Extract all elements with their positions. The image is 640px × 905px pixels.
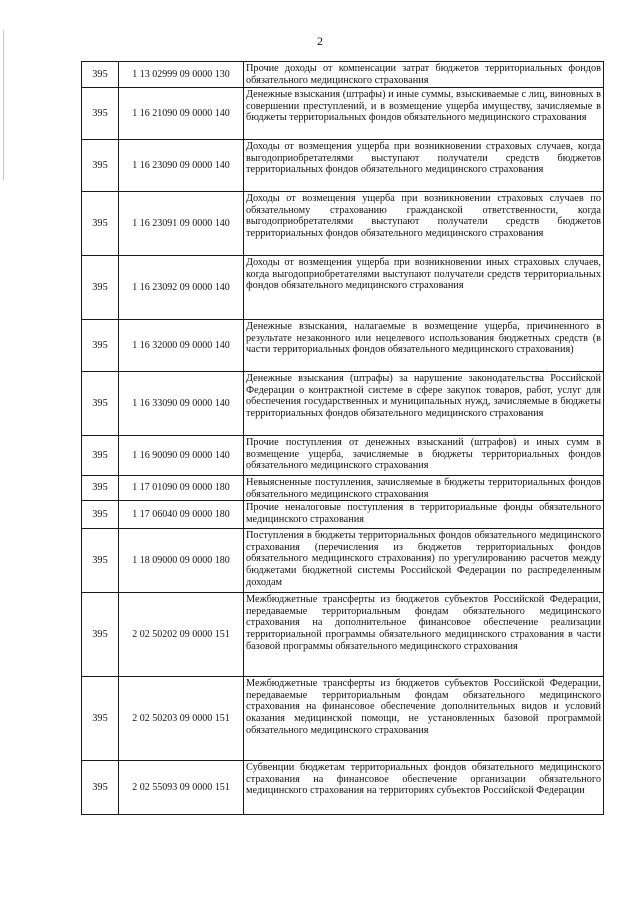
admin-code-cell: 395 [82,677,119,761]
income-name-cell: Доходы от возмещения ущерба при возникновении иных страховых случаев, когда выгодоприобретателями выступают получатели средств территориальных фондов обязательного медицинского страхования [244,256,604,320]
budget-code-cell: 2 02 55093 09 0000 151 [119,761,244,815]
budget-code-cell: 1 16 33090 09 0000 140 [119,372,244,436]
table-row [82,192,604,256]
income-name-cell: Субвенции бюджетам территориальных фондов обязательного медицинского страхования на финансовое обеспечение организации обязательного медицинского страхования на территориях субъектов Российской Федерации [244,761,604,815]
income-name-cell: Межбюджетные трансферты из бюджетов субъектов Российской Федерации, передаваемые территориальным фондам обязательного медицинского страхования на финансовое обеспечение дополнительных видов и условий оказания медицинской помощи, не установленных базовой программой обязательного медицинского страхования [244,677,604,761]
budget-code-cell: 1 16 21090 09 0000 140 [119,88,244,140]
admin-code-cell: 395 [82,372,119,436]
income-name-cell: Прочие неналоговые поступления в территориальные фонды обязательного медицинского страхования [244,501,604,529]
budget-code-cell: 2 02 50202 09 0000 151 [119,593,244,677]
table-row [82,529,604,593]
income-name-cell: Доходы от возмещения ущерба при возникновении страховых случаев, когда выгодоприобретателями выступают получатели средств бюджетов территориальных фондов обязательного медицинского страхования [244,140,604,192]
admin-code-cell: 395 [82,192,119,256]
income-name-cell: Поступления в бюджеты территориальных фондов обязательного медицинского страхования (перечисления из бюджетов территориальных фондов обязательного медицинского страхования) по урегулированию расчетов между бюджетами бюджетной системы Российской Федерации по распределенным доходам [244,529,604,593]
budget-code-cell: 1 16 32000 09 0000 140 [119,320,244,372]
income-name-cell: Доходы от возмещения ущерба при возникновении страховых случаев по обязательному страхованию гражданской ответственности, когда выгодоприобретателями выступают получатели средств бюджетов территориальных фондов обязательного медицинского страхования [244,192,604,256]
admin-code-cell: 395 [82,256,119,320]
table-row [82,593,604,677]
income-name-cell: Прочие доходы от компенсации затрат бюджетов территориальных фондов обязательного медицинского страхования [244,62,604,88]
scan-edge-mark [3,30,4,180]
table-row [82,256,604,320]
income-name-cell: Прочие поступления от денежных взысканий (штрафов) и иных сумм в возмещение ущерба, зачисляемые в бюджеты территориальных фондов обязательного медицинского страхования [244,436,604,476]
admin-code-cell: 395 [82,320,119,372]
table-row [82,761,604,815]
table-row [82,677,604,761]
admin-code-cell: 395 [82,501,119,529]
income-name-cell: Денежные взыскания (штрафы) и иные суммы, взыскиваемые с лиц, виновных в совершении преступлений, и в возмещение ущерба имуществу, зачисляемые в бюджеты территориальных фондов обязательного медицинского страхования [244,88,604,140]
budget-code-cell: 1 17 01090 09 0000 180 [119,476,244,501]
budget-code-cell: 1 16 23091 09 0000 140 [119,192,244,256]
table-body [82,62,604,815]
income-name-cell: Денежные взыскания (штрафы) за нарушение законодательства Российской Федерации о контрактной системе в сфере закупок товаров, работ, услуг для обеспечения государственных и муниципальных нужд, зачисляемые в бюджеты территориальных фондов обязательного медицинского страхования [244,372,604,436]
budget-code-cell: 1 18 09000 09 0000 180 [119,529,244,593]
admin-code-cell: 395 [82,761,119,815]
budget-code-cell: 1 13 02999 09 0000 130 [119,62,244,88]
admin-code-cell: 395 [82,529,119,593]
table-row [82,62,604,88]
admin-code-cell: 395 [82,88,119,140]
table-row [82,476,604,501]
table-row [82,501,604,529]
table-row [82,88,604,140]
admin-code-cell: 395 [82,436,119,476]
income-name-cell: Невыясненные поступления, зачисляемые в бюджеты территориальных фондов обязательного медицинского страхования [244,476,604,501]
budget-code-cell: 2 02 50203 09 0000 151 [119,677,244,761]
table-row [82,140,604,192]
admin-code-cell: 395 [82,593,119,677]
admin-code-cell: 395 [82,62,119,88]
table-row [82,320,604,372]
budget-code-cell: 1 16 23092 09 0000 140 [119,256,244,320]
admin-code-cell: 395 [82,476,119,501]
income-name-cell: Межбюджетные трансферты из бюджетов субъектов Российской Федерации, передаваемые территориальным фондам обязательного медицинского страхования на дополнительное финансовое обеспечение реализации территориальной программы обязательного медицинского страхования в части базовой программы обязательного медицинского страхования [244,593,604,677]
income-name-cell: Денежные взыскания, налагаемые в возмещение ущерба, причиненного в результате незаконного или нецелевого использования бюджетных средств (в части территориальных фондов обязательного медицинского страхования) [244,320,604,372]
admin-code-cell: 395 [82,140,119,192]
budget-code-cell: 1 16 23090 09 0000 140 [119,140,244,192]
budget-code-cell: 1 17 06040 09 0000 180 [119,501,244,529]
page-number: 2 [317,34,323,48]
budget-code-cell: 1 16 90090 09 0000 140 [119,436,244,476]
budget-income-table [81,61,604,815]
table-row [82,372,604,436]
table-row [82,436,604,476]
